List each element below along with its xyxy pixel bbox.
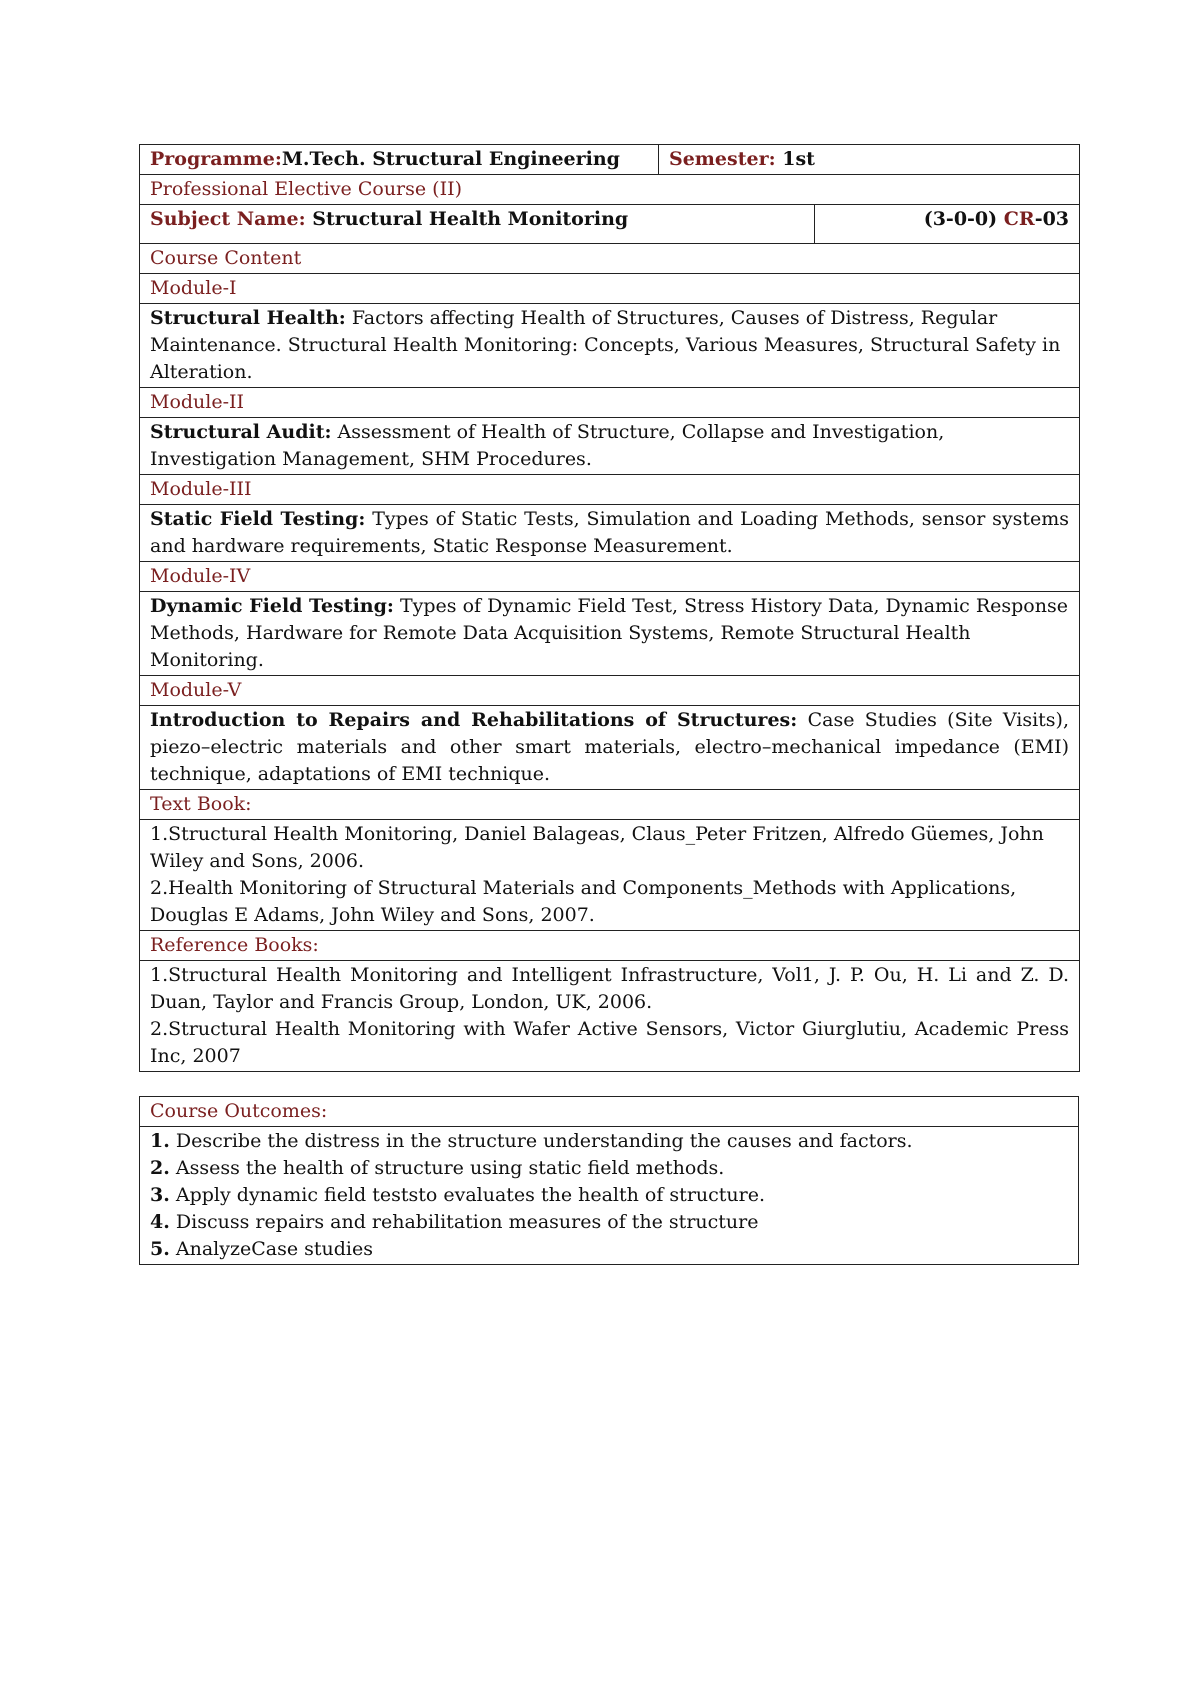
- module-4-body: [140, 592, 1080, 676]
- course-outcomes-list-row: [140, 1127, 1079, 1265]
- module-5-title: Module-V: [140, 676, 1080, 706]
- module-3-text: Types of Static Tests, Simulation and Loading Methods, sensor systems and hardware requirements, Static Response Measurement.: [150, 508, 1070, 557]
- module-body-row: [140, 418, 1080, 475]
- course-content-heading: Course Content: [140, 244, 1080, 274]
- module-5-body: [140, 706, 1080, 790]
- outcome-item: [150, 1236, 1068, 1263]
- module-title-row: [140, 475, 1080, 505]
- programme-value: M.Tech. Structural Engineering: [281, 148, 620, 170]
- module-3-topic: Static Field Testing:: [150, 508, 366, 530]
- module-body-row: [140, 505, 1080, 562]
- outcome-number: 5.: [150, 1238, 170, 1260]
- module-body-row: [140, 706, 1080, 790]
- module-title-row: [140, 676, 1080, 706]
- module-5-topic: Introduction to Repairs and Rehabilitations of Structures:: [150, 709, 798, 731]
- text-book-list: [140, 820, 1080, 931]
- module-title-row: [140, 388, 1080, 418]
- course-outcomes-heading-row: [140, 1097, 1079, 1127]
- outcome-item: [150, 1128, 1068, 1155]
- course-outcomes-heading: Course Outcomes:: [140, 1097, 1079, 1127]
- module-5-text: Case Studies (Site Visits), piezo–electric materials and other smart materials, electro–mechanical impedance (EMI) technique, adaptations of EMI technique.: [150, 709, 1070, 785]
- subject-row: [140, 205, 1080, 244]
- credits-cell: [815, 205, 1080, 244]
- outcome-number: 3.: [150, 1184, 170, 1206]
- semester-value: 1st: [782, 148, 815, 170]
- text-book-item: 1.Structural Health Monitoring, Daniel Balageas, Claus_Peter Fritzen, Alfredo Güemes, John Wiley and Sons, 2006.: [150, 823, 1044, 872]
- semester-cell: [659, 145, 1080, 175]
- module-2-body: [140, 418, 1080, 475]
- course-outcomes-table: [139, 1096, 1079, 1265]
- text-book-heading-row: [140, 790, 1080, 820]
- module-4-text: Types of Dynamic Field Test, Stress History Data, Dynamic Response Methods, Hardware for Remote Data Acquisition Systems, Remote Structural Health Monitoring.: [150, 595, 1068, 671]
- course-type: Professional Elective Course (II): [140, 175, 1080, 205]
- module-body-row: [140, 304, 1080, 388]
- outcome-item: [150, 1155, 1068, 1182]
- reference-books-heading: Reference Books:: [140, 931, 1080, 961]
- reference-book-item: 1.Structural Health Monitoring and Intelligent Infrastructure, Vol1, J. P. Ou, H. Li and Z. D. Duan, Taylor and Francis Group, London, UK, 2006.: [150, 964, 1070, 1013]
- subject-value: Structural Health Monitoring: [312, 208, 629, 230]
- module-1-topic: Structural Health:: [150, 307, 346, 329]
- subject-cell: [140, 205, 815, 244]
- module-body-row: [140, 592, 1080, 676]
- outcome-text: AnalyzeCase studies: [175, 1238, 373, 1260]
- module-3-title: Module-III: [140, 475, 1080, 505]
- module-1-body: [140, 304, 1080, 388]
- credits-cr: CR: [1003, 208, 1035, 230]
- credits-prefix: (3-0-0): [923, 208, 998, 230]
- outcome-number: 1.: [150, 1130, 170, 1152]
- module-title-row: [140, 562, 1080, 592]
- module-3-body: [140, 505, 1080, 562]
- outcome-item: [150, 1209, 1068, 1236]
- outcome-number: 2.: [150, 1157, 170, 1179]
- programme-cell: [140, 145, 659, 175]
- module-2-topic: Structural Audit:: [150, 421, 332, 443]
- programme-label: Programme:: [150, 148, 282, 170]
- outcome-item: [150, 1182, 1068, 1209]
- syllabus-page: [139, 144, 1079, 1265]
- module-2-title: Module-II: [140, 388, 1080, 418]
- reference-books-list-row: [140, 961, 1080, 1072]
- reference-books-heading-row: [140, 931, 1080, 961]
- text-book-item: 2.Health Monitoring of Structural Materials and Components_Methods with Applications, Douglas E Adams, John Wiley and Sons, 2007.: [150, 877, 1017, 926]
- course-details-table: [139, 144, 1080, 1072]
- outcome-text: Discuss repairs and rehabilitation measures of the structure: [175, 1211, 759, 1233]
- programme-row: [140, 145, 1080, 175]
- module-2-text: Assessment of Health of Structure, Collapse and Investigation, Investigation Management, SHM Procedures.: [150, 421, 945, 470]
- subject-label: Subject Name:: [150, 208, 306, 230]
- module-4-topic: Dynamic Field Testing:: [150, 595, 394, 617]
- text-book-list-row: [140, 820, 1080, 931]
- outcome-text: Describe the distress in the structure understanding the causes and factors.: [175, 1130, 913, 1152]
- module-1-text: Factors affecting Health of Structures, Causes of Distress, Regular Maintenance. Structural Health Monitoring: Concepts, Various Measures, Structural Safety in Alteration.: [150, 307, 1061, 383]
- course-type-row: [140, 175, 1080, 205]
- outcome-text: Apply dynamic field teststo evaluates the health of structure.: [175, 1184, 766, 1206]
- outcome-number: 4.: [150, 1211, 170, 1233]
- module-4-title: Module-IV: [140, 562, 1080, 592]
- module-1-title: Module-I: [140, 274, 1080, 304]
- credits-value: -03: [1034, 208, 1070, 230]
- reference-books-list: [140, 961, 1080, 1072]
- outcome-text: Assess the health of structure using static field methods.: [175, 1157, 725, 1179]
- module-title-row: [140, 274, 1080, 304]
- reference-book-item: 2.Structural Health Monitoring with Wafer Active Sensors, Victor Giurglutiu, Academic Press Inc, 2007: [150, 1018, 1070, 1067]
- text-book-heading: Text Book:: [140, 790, 1080, 820]
- course-outcomes-list: [140, 1127, 1079, 1265]
- course-content-row: [140, 244, 1080, 274]
- semester-label: Semester:: [669, 148, 776, 170]
